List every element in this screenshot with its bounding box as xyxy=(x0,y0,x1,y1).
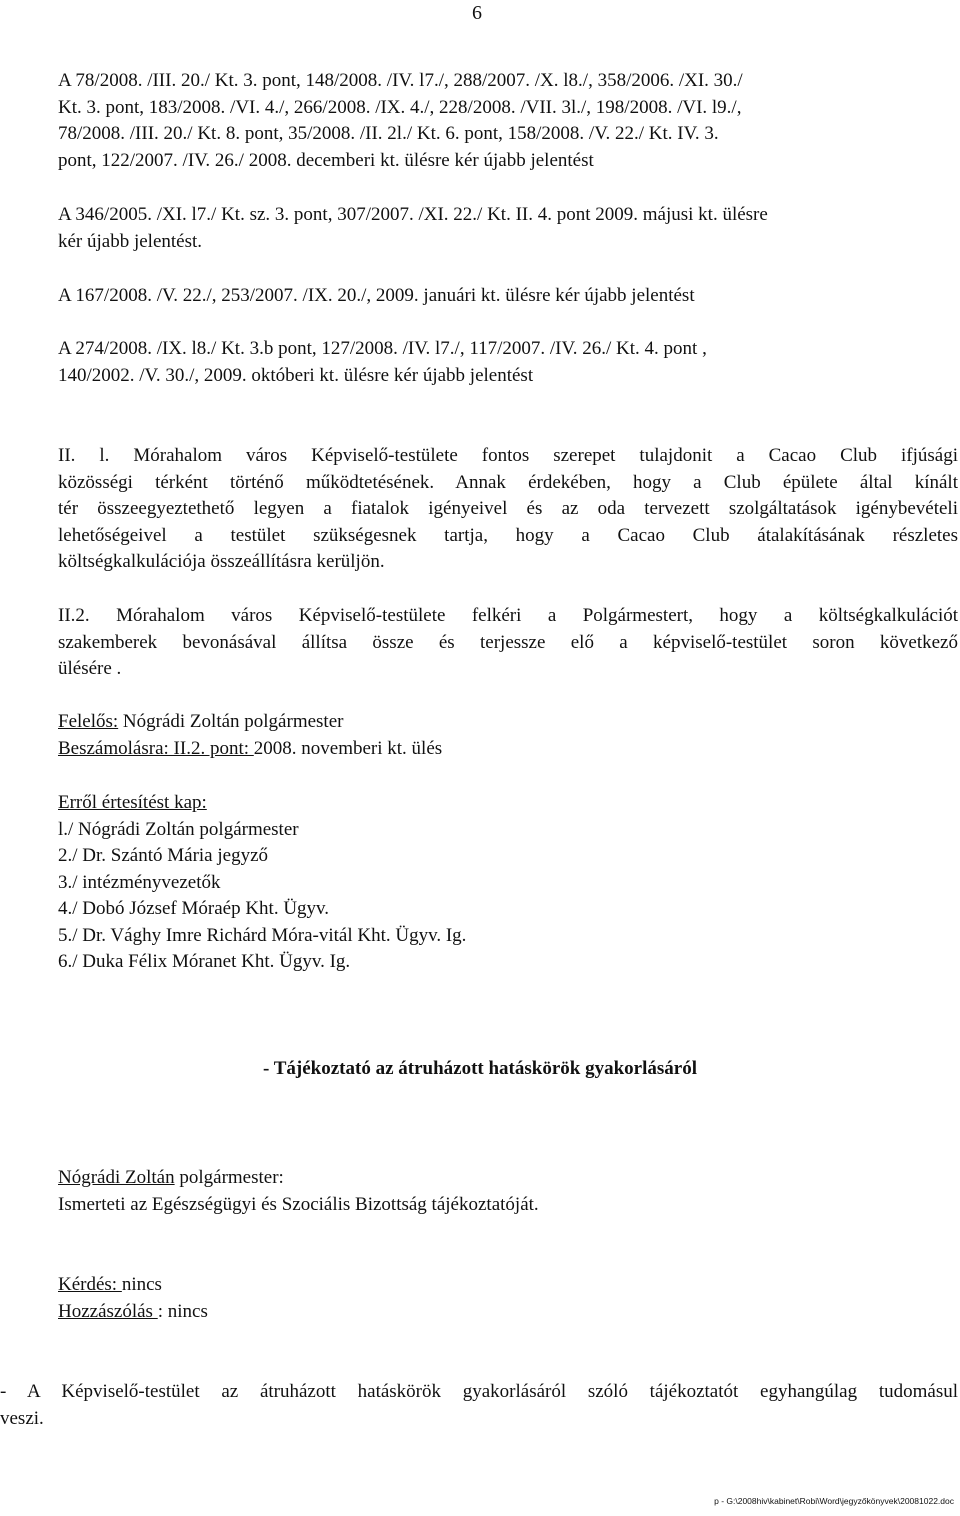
text-line: A 167/2008. /V. 22./, 253/2007. /IX. 20./, 2009. januári kt. ülésre kér újabb jelentést xyxy=(58,285,695,306)
list-item: 4./ Dobó József Móraép Kht. Ügyv. xyxy=(58,898,330,919)
list-item: 2./ Dr. Szántó Mária jegyző xyxy=(58,845,269,866)
questions-line xyxy=(58,1272,958,1299)
comments-value: : nincs xyxy=(157,1300,208,1322)
responsible-line xyxy=(58,709,958,736)
resolution-point-1 xyxy=(58,443,958,576)
text-line: veszi. xyxy=(0,1407,44,1429)
text-line: II.2. Mórahalom város Képviselő-testülete felkéri a Polgármestert, hogy a költségkalkulációt xyxy=(58,605,958,626)
speaker-role: polgármester: xyxy=(174,1167,284,1188)
list-item: 3./ intézményvezetők xyxy=(58,871,221,893)
questions-value: nincs xyxy=(121,1274,162,1295)
text-line: 78/2008. /III. 20./ Kt. 8. pont, 35/2008. /II. 2l./ Kt. 6. pont, 158/2008. /V. 22./ Kt. IV. 3. xyxy=(58,123,719,144)
resolution-text xyxy=(0,1379,958,1432)
footer-file-path: p - G:\2008hiv\kabinet\Robi\Word\jegyzőkönyvek\20081022.doc xyxy=(714,1496,954,1506)
report-value: 2008. novemberi kt. ülés xyxy=(253,737,443,759)
questions-label: Kérdés: xyxy=(58,1274,122,1295)
text-line: közösségi térként történő működtetésének. Annak érdekében, hogy a Club épülete által kínált xyxy=(58,471,958,493)
report-request-paragraph-3 xyxy=(58,283,958,310)
discussion-block xyxy=(58,1272,958,1325)
list-item: 5./ Dr. Vághy Imre Richárd Móra-vitál Kht. Ügyv. Ig. xyxy=(58,924,467,946)
text-line: II. l. Mórahalom város Képviselő-testülete fontos szerepet tulajdonit a Cacao Club ifjúsági xyxy=(58,445,958,466)
page-number: 6 xyxy=(472,2,482,24)
text-line: ülésére . xyxy=(58,658,122,679)
section-title: - Tájékoztató az átruházott hatáskörök gyakorlásáról xyxy=(263,1058,697,1079)
text-line: tér összeegyeztethető legyen a fiatalok igényeivel és az oda tervezett szolgáltatások igénybevételi xyxy=(58,498,958,519)
speaker-text: Ismerteti az Egészségügyi és Szociális Bizottság tájékoztatóját. xyxy=(58,1193,539,1215)
responsible-value: Nógrádi Zoltán polgármester xyxy=(118,711,344,732)
resolution-point-2 xyxy=(58,603,958,683)
text-line: A 274/2008. /IX. l8./ Kt. 3.b pont, 127/2008. /IV. l7./, 117/2007. /IV. 26./ Kt. 4. pont , xyxy=(58,338,707,359)
responsible-label: Felelős: xyxy=(58,711,119,732)
text-line: pont, 122/2007. /IV. 26./ 2008. decemberi kt. ülésre kér újabb jelentést xyxy=(58,149,594,171)
text-line: kér újabb jelentést. xyxy=(58,230,203,252)
text-line: szakemberek bevonásával állítsa össze és terjessze elő a képviselő-testület soron következő xyxy=(58,631,958,653)
list-item: l./ Nógrádi Zoltán polgármester xyxy=(58,818,299,840)
report-request-paragraph-2 xyxy=(58,202,958,255)
text-line: A 78/2008. /III. 20./ Kt. 3. pont, 148/2008. /IV. l7./, 288/2007. /X. l8./, 358/2006. /XI. 30./ xyxy=(58,70,743,91)
notification-heading: Erről értesítést kap: xyxy=(58,792,207,813)
text-line: - A Képviselő-testület az átruházott hatáskörök gyakorlásáról szóló tájékoztatót egyhangúlag tudomásul xyxy=(0,1381,958,1402)
speaker-line xyxy=(58,1165,958,1192)
text-line: Kt. 3. pont, 183/2008. /VI. 4./, 266/2008. /IX. 4./, 228/2008. /VII. 3l./, 198/2008. /VI. l9./, xyxy=(58,96,742,118)
speaker-block xyxy=(58,1165,958,1218)
responsible-block xyxy=(58,709,958,762)
text-line: költségkalkulációja összeállításra kerüljön. xyxy=(58,551,385,572)
text-line: A 346/2005. /XI. l7./ Kt. sz. 3. pont, 307/2007. /XI. 22./ Kt. II. 4. pont 2009. májusi kt. ülésre xyxy=(58,204,768,225)
comments-label: Hozzászólás xyxy=(58,1300,158,1322)
report-line xyxy=(58,736,958,763)
report-label: Beszámolásra: II.2. pont: xyxy=(58,737,254,759)
text-line: lehetőségeivel a testület szükségesnek tartja, hogy a Cacao Club átalakításának részletes xyxy=(58,524,958,546)
report-request-paragraph-4 xyxy=(58,336,958,389)
report-request-paragraph-1 xyxy=(58,68,958,174)
list-item: 6./ Duka Félix Móranet Kht. Ügyv. Ig. xyxy=(58,951,351,972)
text-line: 140/2002. /V. 30./, 2009. októberi kt. ülésre kér újabb jelentést xyxy=(58,364,534,386)
notification-list xyxy=(58,790,958,976)
speaker-name: Nógrádi Zoltán xyxy=(58,1167,175,1188)
comments-line xyxy=(58,1299,958,1326)
